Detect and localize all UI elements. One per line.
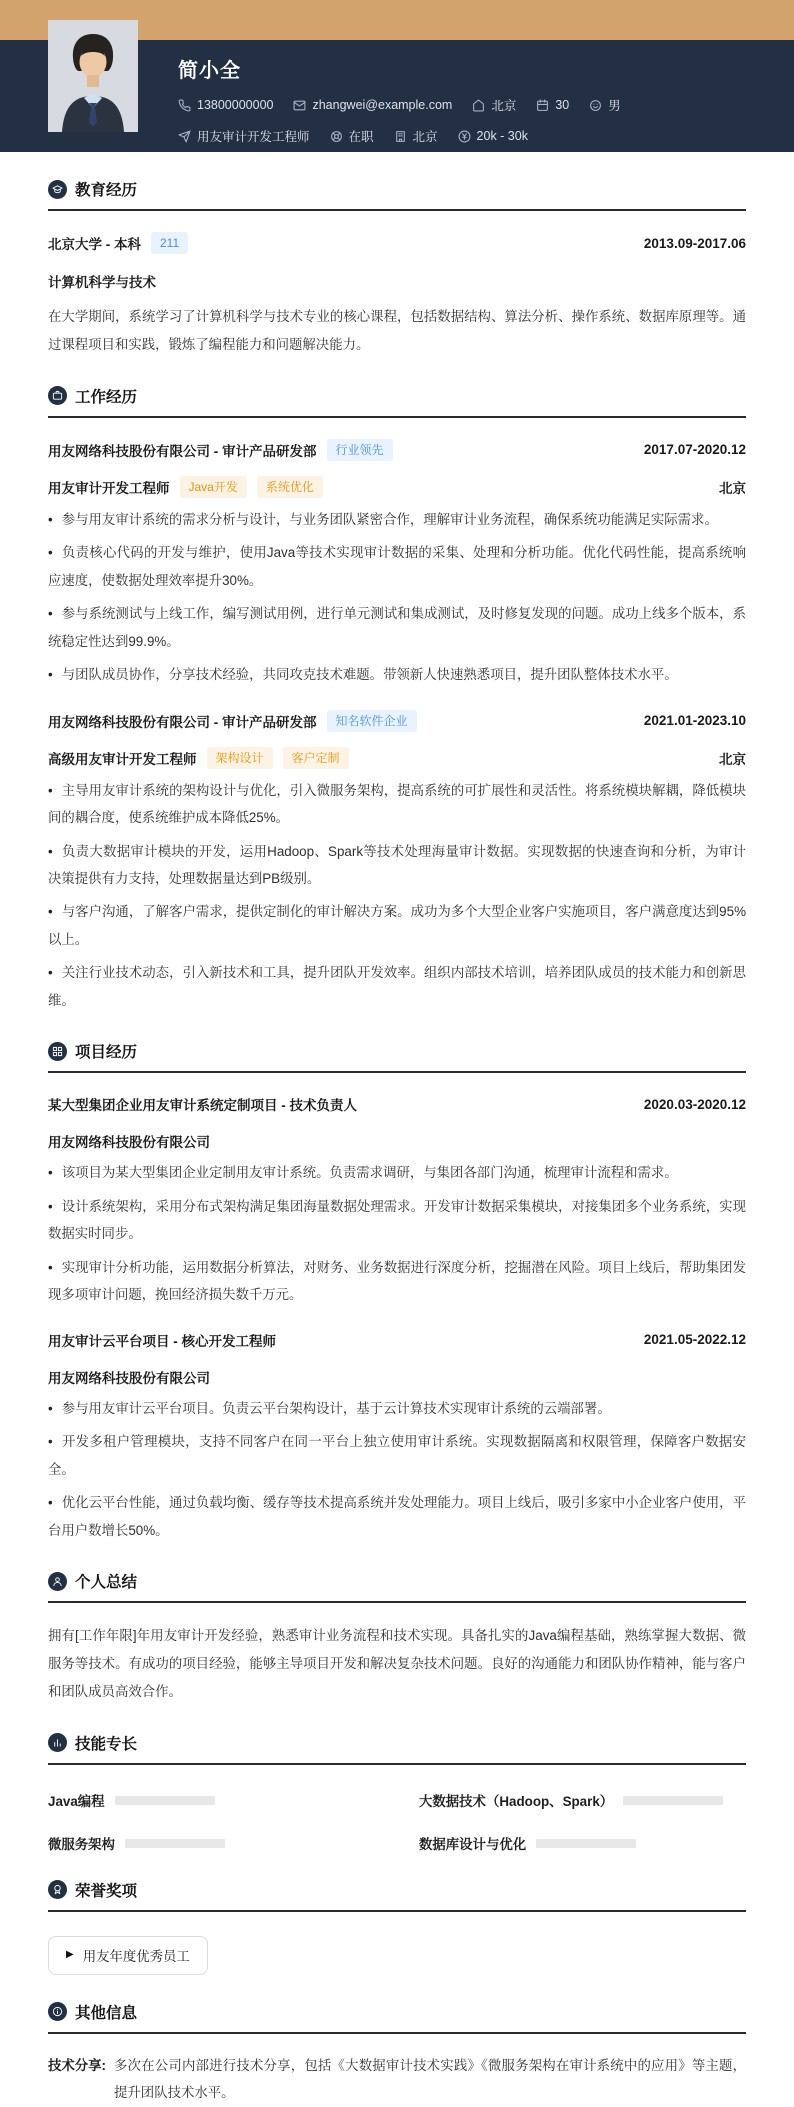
award-icon bbox=[48, 1880, 67, 1899]
contact-row-2 bbox=[178, 127, 746, 145]
job-bullet: • 与团队成员协作，分享技术经验，共同攻克技术难题。带领新人快速熟悉项目，提升团队整体技术水平。 bbox=[48, 661, 746, 688]
project-company: 用友网络科技股份有限公司 bbox=[48, 1135, 210, 1151]
status-icon bbox=[330, 130, 343, 143]
skill-label: 数据库设计与优化 bbox=[419, 1836, 527, 1852]
position-item bbox=[178, 127, 310, 145]
skill-label: 大数据技术（Hadoop、Spark） bbox=[419, 1793, 614, 1809]
candidate-name: 简小全 bbox=[178, 60, 241, 82]
section-education bbox=[48, 178, 746, 359]
skills-grid bbox=[48, 1791, 746, 1853]
work-title: 工作经历 bbox=[75, 388, 138, 406]
project-date: 2021.05-2022.12 bbox=[643, 1332, 746, 1348]
job-date: 2021.01-2023.10 bbox=[643, 713, 746, 729]
education-entry bbox=[48, 232, 746, 254]
job-entry bbox=[48, 439, 746, 689]
summary-title: 个人总结 bbox=[75, 1574, 138, 1591]
bar-chart-icon bbox=[48, 1733, 67, 1752]
salary-item bbox=[458, 129, 528, 143]
job-location: 北京 bbox=[719, 480, 746, 496]
other-info-text: 多次在公司内部进行技术分享，包括《大数据审计技术实践》《微服务架构在审计系统中的应用》等主题，提升团队技术水平。 bbox=[114, 2057, 746, 2101]
project-company: 用友网络科技股份有限公司 bbox=[48, 1370, 210, 1386]
project-date: 2020.03-2020.12 bbox=[643, 1096, 746, 1112]
section-honors bbox=[48, 1879, 746, 1975]
job-role: 用友审计开发工程师 bbox=[48, 480, 170, 496]
skills-section-header bbox=[48, 1732, 746, 1754]
gender-item bbox=[589, 96, 621, 114]
other-info-row bbox=[48, 2052, 746, 2107]
project-bullet: • 该项目为某大型集团企业定制用友审计系统。负责需求调研，与集团各部门沟通，梳理审计流程和需求。 bbox=[48, 1159, 746, 1186]
work-section-header bbox=[48, 385, 746, 407]
skill-progress-bar bbox=[125, 1839, 225, 1848]
phone-icon bbox=[178, 99, 191, 112]
age-item bbox=[536, 98, 569, 112]
education-title: 教育经历 bbox=[75, 182, 138, 199]
company-name: 用友网络科技股份有限公司 - 审计产品研发部 bbox=[48, 714, 317, 730]
project-bullet: • 实现审计分析功能，运用数据分析算法，对财务、业务数据进行深度分析，挖掘潜在风险。项目上线后，帮助集团发现多项审计问题，挽回经济损失数千万元。 bbox=[48, 1254, 746, 1309]
company-name: 用友网络科技股份有限公司 - 审计产品研发部 bbox=[48, 443, 317, 459]
work-city-item bbox=[394, 127, 438, 145]
section-skills bbox=[48, 1732, 746, 1853]
skill-item bbox=[48, 1834, 375, 1853]
education-section-header bbox=[48, 178, 746, 200]
major-name: 计算机科学与技术 bbox=[48, 275, 156, 290]
section-divider bbox=[48, 416, 746, 418]
job-date: 2017.07-2020.12 bbox=[643, 442, 746, 458]
job-role: 高级用友审计开发工程师 bbox=[48, 751, 197, 767]
role-tag: 客户定制 bbox=[283, 747, 349, 769]
contact-row-1 bbox=[178, 96, 746, 114]
honors-title: 荣誉奖项 bbox=[75, 1882, 138, 1900]
skill-progress-bar bbox=[536, 1839, 636, 1848]
summary-section-header bbox=[48, 1570, 746, 1592]
education-description: 在大学期间，系统学习了计算机科学与技术专业的核心课程，包括数据结构、算法分析、操作系统、数据库原理等。通过课程项目和实践，锻炼了编程能力和问题解决能力。 bbox=[48, 309, 746, 352]
section-projects bbox=[48, 1040, 746, 1544]
profile-photo bbox=[48, 20, 138, 132]
job-location: 北京 bbox=[719, 751, 746, 767]
job-bullet: • 关注行业技术动态，引入新技术和工具，提升团队开发效率。组织内部技术培训，培养团队成员的技术能力和创新思维。 bbox=[48, 959, 746, 1014]
project-entry bbox=[48, 1330, 746, 1544]
school-name: 北京大学 - 本科 bbox=[48, 237, 141, 252]
job-bullet: • 参与用友审计系统的需求分析与设计，与业务团队紧密合作，理解审计业务流程，确保系统功能满足实际需求。 bbox=[48, 506, 746, 533]
home-city-value: 北京 bbox=[491, 99, 517, 113]
salary-value: 20k - 30k bbox=[476, 129, 528, 143]
skill-label: Java编程 bbox=[48, 1793, 105, 1809]
phone-item bbox=[178, 98, 273, 112]
job-bullet: • 负责大数据审计模块的开发，运用Hadoop、Spark等技术处理海量审计数据。实现数据的快速查询和分析，为审计决策提供有力支持，处理数据量达到PB级别。 bbox=[48, 838, 746, 893]
school-badge: 211 bbox=[151, 232, 188, 254]
project-bullet: • 开发多租户管理模块，支持不同客户在同一平台上独立使用审计系统。实现数据隔离和权限管理，保障客户数据安全。 bbox=[48, 1428, 746, 1483]
section-divider bbox=[48, 2032, 746, 2034]
email-item bbox=[293, 98, 452, 112]
skills-title: 技能专长 bbox=[75, 1735, 138, 1753]
role-tag: 架构设计 bbox=[207, 747, 273, 769]
work-city-value: 北京 bbox=[412, 130, 438, 144]
skill-item bbox=[48, 1791, 375, 1810]
section-work bbox=[48, 385, 746, 1015]
projects-icon bbox=[48, 1042, 67, 1061]
section-divider bbox=[48, 1071, 746, 1073]
email-value: zhangwei@example.com bbox=[312, 98, 453, 112]
project-name: 用友审计云平台项目 - 核心开发工程师 bbox=[48, 1333, 276, 1349]
job-bullet: • 主导用友审计系统的架构设计与优化，引入微服务架构，提高系统的可扩展性和灵活性。将系统模块解耦，降低模块间的耦合度，使系统维护成本降低25%。 bbox=[48, 777, 746, 832]
other-info-label: 技术分享: bbox=[48, 2057, 107, 2073]
role-tag: Java开发 bbox=[180, 476, 247, 498]
section-other bbox=[48, 2001, 746, 2107]
email-icon bbox=[293, 99, 306, 112]
summary-text: 拥有[工作年限]年用友审计开发经验，熟悉审计业务流程和技术实现。具备扎实的Java编程基础，熟练掌握大数据、微服务等技术。有成功的项目经验，能够主导项目开发和解决复杂技术问题。良好的沟通能力和团队协作精神，能与客户和团队成员高效合作。 bbox=[48, 1628, 746, 1699]
education-date: 2013.09-2017.06 bbox=[643, 235, 746, 251]
section-divider bbox=[48, 1601, 746, 1603]
salary-icon bbox=[458, 130, 471, 143]
status-item bbox=[330, 127, 374, 145]
job-bullet: • 与客户沟通，了解客户需求，提供定制化的审计解决方案。成功为多个大型企业客户实施项目，客户满意度达到95%以上。 bbox=[48, 898, 746, 953]
job-entry bbox=[48, 710, 746, 1015]
triangle-icon: ▶ bbox=[66, 1949, 74, 1961]
section-divider bbox=[48, 209, 746, 211]
age-icon bbox=[536, 99, 549, 112]
phone-value: 13800000000 bbox=[197, 98, 274, 112]
info-icon bbox=[48, 2002, 67, 2021]
skill-item bbox=[419, 1834, 746, 1853]
job-bullet: • 负责核心代码的开发与维护，使用Java等技术实现审计数据的采集、处理和分析功能。优化代码性能，提高系统响应速度，使数据处理效率提升30%。 bbox=[48, 539, 746, 594]
position-value: 用友审计开发工程师 bbox=[197, 130, 310, 144]
honors-section-header bbox=[48, 1879, 746, 1901]
age-value: 30 bbox=[555, 98, 570, 112]
skill-label: 微服务架构 bbox=[48, 1836, 115, 1852]
honor-label: 用友年度优秀员工 bbox=[82, 1948, 190, 1964]
project-bullet: • 优化云平台性能，通过负载均衡、缓存等技术提高系统并发处理能力。项目上线后，吸引多家中小企业客户使用，平台用户数增长50%。 bbox=[48, 1489, 746, 1544]
project-bullet: • 参与用友审计云平台项目。负责云平台架构设计，基于云计算技术实现审计系统的云端部署。 bbox=[48, 1395, 746, 1422]
project-bullet: • 设计系统架构，采用分布式架构满足集团海量数据处理需求。开发审计数据采集模块，对接集团多个业务系统，实现数据实时同步。 bbox=[48, 1193, 746, 1248]
section-summary bbox=[48, 1570, 746, 1706]
section-divider bbox=[48, 1910, 746, 1912]
projects-section-header bbox=[48, 1040, 746, 1062]
skill-progress-bar bbox=[115, 1796, 215, 1805]
home-item bbox=[472, 96, 516, 114]
project-name: 某大型集团企业用友审计系统定制项目 - 技术负责人 bbox=[48, 1098, 357, 1114]
status-value: 在职 bbox=[348, 130, 374, 144]
resume-header bbox=[0, 40, 794, 152]
skill-progress-bar bbox=[623, 1796, 723, 1805]
skill-item bbox=[419, 1791, 746, 1810]
city-icon bbox=[394, 130, 407, 143]
position-icon bbox=[178, 130, 191, 143]
education-icon bbox=[48, 180, 67, 199]
person-icon bbox=[48, 1572, 67, 1591]
job-bullet: • 参与系统测试与上线工作，编写测试用例，进行单元测试和集成测试，及时修复发现的问题。成功上线多个版本，系统稳定性达到99.9%。 bbox=[48, 600, 746, 655]
other-section-header bbox=[48, 2001, 746, 2023]
gender-value: 男 bbox=[608, 99, 621, 113]
project-entry bbox=[48, 1094, 746, 1308]
company-badge: 知名软件企业 bbox=[327, 710, 417, 732]
projects-title: 项目经历 bbox=[75, 1044, 138, 1062]
role-tag: 系统优化 bbox=[257, 476, 323, 498]
section-divider bbox=[48, 1763, 746, 1765]
home-icon bbox=[472, 99, 485, 112]
work-icon bbox=[48, 386, 67, 405]
gender-icon bbox=[589, 99, 602, 112]
company-badge: 行业领先 bbox=[327, 439, 393, 461]
other-title: 其他信息 bbox=[75, 2004, 138, 2022]
honor-chip[interactable] bbox=[48, 1936, 208, 1975]
